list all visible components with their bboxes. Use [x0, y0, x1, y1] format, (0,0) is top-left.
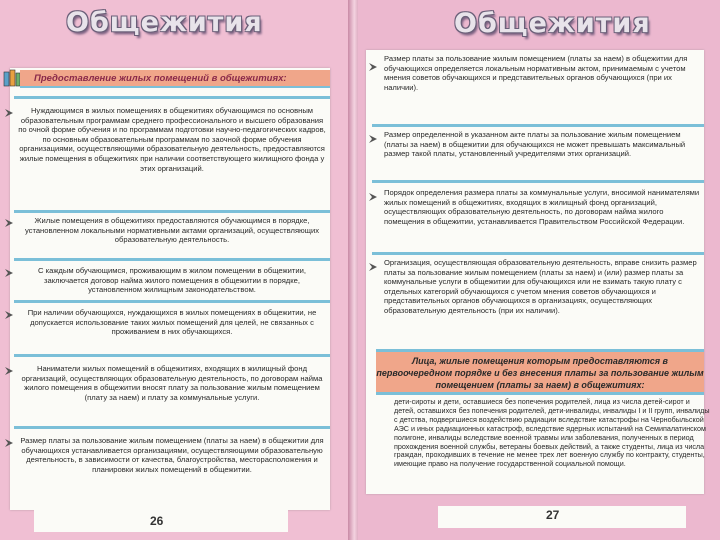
arrow-bullet-icon	[368, 62, 378, 72]
section-heading: Предоставление жилых помещений в общежитиях:	[20, 70, 330, 88]
divider	[14, 210, 330, 213]
divider	[14, 96, 330, 99]
divider	[14, 258, 330, 261]
text-block-4: При наличии обучающихся, нуждающихся в жилых помещениях в общежитии, не допускается использование таких жилых помещений для целей, не связанных с проживанием в них обучающихся.	[27, 308, 317, 337]
divider	[372, 252, 704, 255]
arrow-bullet-icon	[4, 268, 14, 278]
text-block-3: Порядок определения размера платы за коммунальные услуги, вносимой нанимателями жилых помещений в общежитиях, входящих в жилищный фонд организаций, осуществляющих образовательную деятельность, по договорам найма жилого помещения в общежитии, устанавливается Правительством Российской Федерации.	[384, 188, 700, 226]
left-page-title: Общежития	[66, 7, 263, 38]
right-page-title: Общежития	[454, 8, 651, 39]
text-block-1: Нуждающимся в жилых помещениях в общежитиях обучающимся по основным образовательным программам среднего профессионального и высшего образования по очной форме обучения и по программам подготовки научно-педагогических кадров, по основным образовательным программам по заочной форме обучения организациями, осуществляющими образовательную деятельность, предоставляются жилые помещения в общежитиях при наличии соответствующего жилищного фонда у этих организаций.	[18, 106, 326, 173]
arrow-bullet-icon	[368, 192, 378, 202]
arrow-bullet-icon	[4, 218, 14, 228]
arrow-bullet-icon	[368, 134, 378, 144]
page-number: 26	[150, 514, 164, 528]
arrow-bullet-icon	[4, 366, 14, 376]
divider	[14, 426, 330, 429]
text-block-1: Размер платы за пользование жилым помещением (платы за наем) в общежитии для обучающихся определяется локальным нормативным актом, принимаемым с учетом мнения советов обучающихся и представительных органов обучающихся (при их наличии).	[384, 54, 688, 92]
divider	[372, 180, 704, 183]
arrow-bullet-icon	[368, 262, 378, 272]
text-block-6: Размер платы за пользование жилым помещением (платы за наем) в общежитии для обучающихся устанавливается организациями, осуществляющими образовательную деятельность, в зависимости от качества, благоустройства, месторасположения и планировки жилых помещений в общежитии.	[20, 436, 324, 474]
text-block-2: Жилые помещения в общежитиях предоставляются обучающимся в порядке, установленном локальными нормативными актами организаций, осуществляющих образовательную деятельность.	[24, 216, 320, 245]
arrow-bullet-icon	[4, 108, 14, 118]
text-block-3: С каждым обучающимся, проживающим в жилом помещении в общежитии, заключается договор найма жилого помещения в общежитии в порядке, установленном жилищным законодательством.	[38, 266, 306, 295]
text-block-4: Организация, осуществляющая образовательную деятельность, вправе снизить размер платы за пользование жилым помещением (платы за наем) и (или) размер платы за коммунальные услуги в общежитии для обучающихся или не взимать такую плату с отдельных категорий обучающихся с учетом мнения советов обучающихся и представительных органов обучающихся в организациях, осуществляющих образовательную деятельность (при их наличии).	[384, 258, 697, 315]
page-number-box	[438, 506, 686, 528]
text-block-5: Наниматели жилых помещений в общежитиях, входящих в жилищный фонд организаций, осуществляющих образовательную деятельность, по договорам найма жилого помещения в общежитии вносят плату за пользование жилым помещением (плату за наем) и плату за коммунальные услуги.	[21, 364, 323, 402]
privileged-persons-callout: Лица, жилые помещения которым предоставляются в первоочередном порядке и без внесения платы за пользование жилым помещением (платы за наем) в общежитиях:	[376, 349, 704, 395]
page-number: 27	[546, 508, 560, 522]
left-page	[0, 0, 352, 540]
divider	[372, 124, 704, 127]
divider	[14, 354, 330, 357]
arrow-bullet-icon	[4, 438, 14, 448]
books-icon	[2, 66, 22, 88]
privileged-persons-list: дети-сироты и дети, оставшиеся без попечения родителей, лица из числа детей-сирот и детей, оставшихся без попечения родителей, дети-инвалиды, инвалиды I и II групп, инвалиды с детства, подвергшиеся воздействию радиации вследствие катастрофы на Чернобыльской АЭС и иных радиационных катастроф, вследствие ядерных испытаний на Семипалатинском полигоне, инвалиды вследствие военной травмы или заболевания, полученных в период прохождения военной службы, ветераны боевых действий, а также студенты, лица из числа граждан, проходивших в течение не менее трех лет военную службу по контракту, студенты, имеющие право на получение государственной социальной помощи.	[394, 397, 710, 469]
text-block-2: Размер определенной в указанном акте платы за пользование жилым помещением (платы за наем) в общежитии для обучающихся не может превышать максимальный размер такой платы, установленный учредителями этих организаций.	[384, 130, 686, 159]
arrow-bullet-icon	[4, 310, 14, 320]
divider	[14, 300, 330, 303]
